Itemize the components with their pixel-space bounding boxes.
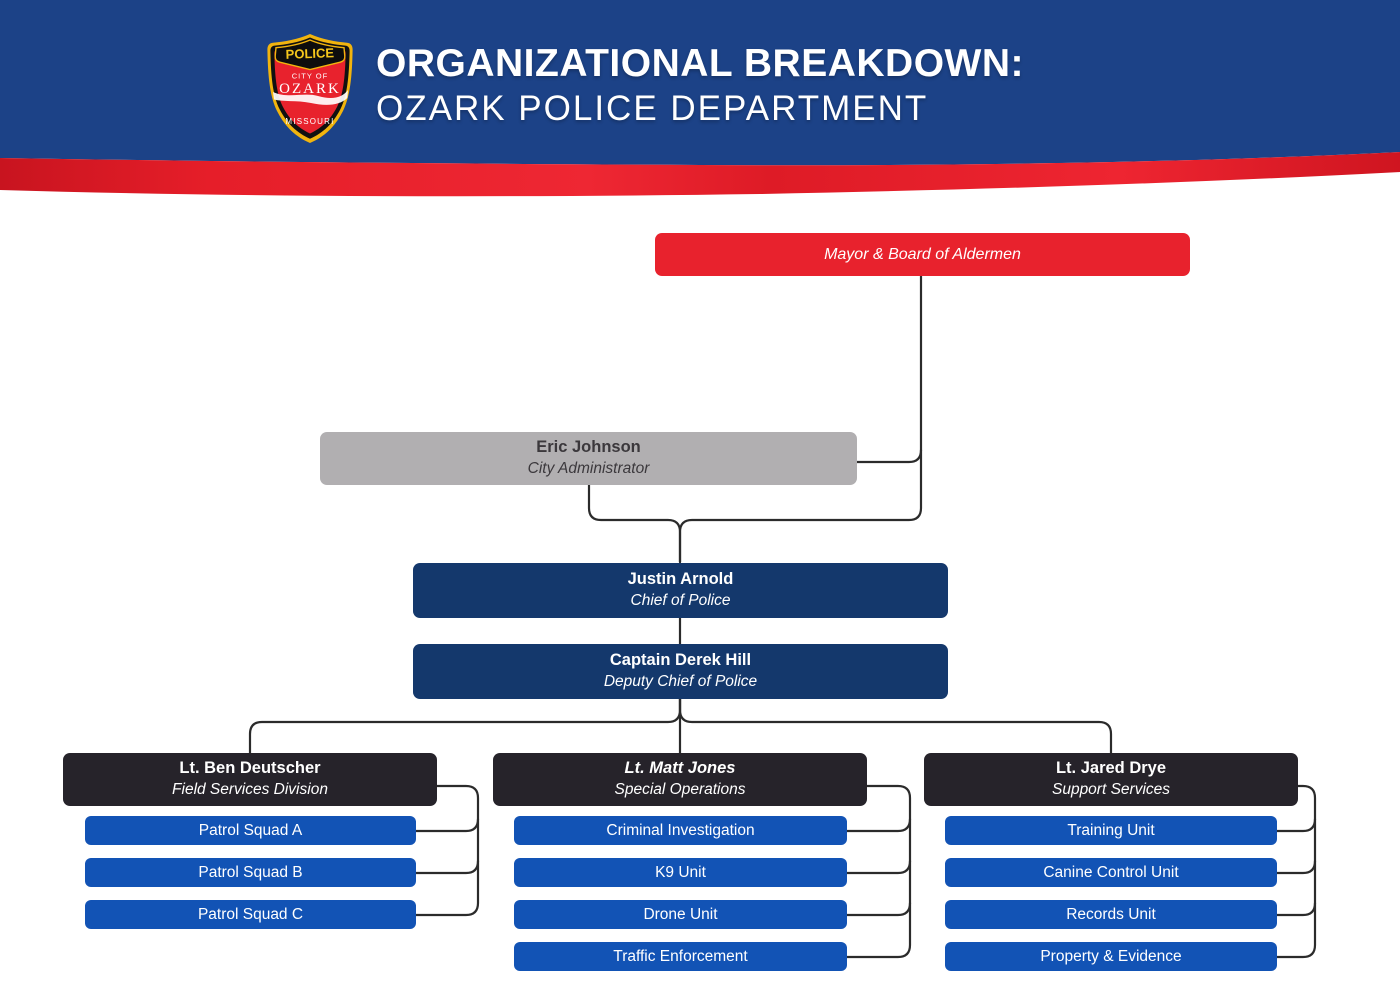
badge-city-name-label: OZARK xyxy=(279,81,341,97)
connector-deputy-to-field-services xyxy=(250,699,680,753)
chief-title: Chief of Police xyxy=(630,592,731,610)
field-services-name: Lt. Ben Deutscher xyxy=(179,759,321,778)
connector-support-services-records xyxy=(1277,903,1315,915)
special-operations-name: Lt. Matt Jones xyxy=(624,759,736,778)
connector-special-operations-trunk xyxy=(847,786,910,957)
administrator-title: City Administrator xyxy=(527,460,650,478)
connector-support-services-canine xyxy=(1277,861,1315,873)
badge-state-label: MISSOURI xyxy=(285,117,335,126)
support-services-name: Lt. Jared Drye xyxy=(1055,759,1167,778)
special-operations-title: Special Operations xyxy=(614,781,746,799)
node-mayor-label: Mayor & Board of Aldermen xyxy=(824,245,1021,263)
connector-field-services-squad-b xyxy=(416,861,478,873)
connector-mayor-to-chief xyxy=(680,276,921,562)
administrator-name: Eric Johnson xyxy=(536,438,641,457)
unit-training: Training Unit xyxy=(945,816,1277,845)
connector-deputy-to-support-services xyxy=(680,699,1111,753)
chief-name: Justin Arnold xyxy=(627,570,734,589)
unit-patrol-squad-b: Patrol Squad B xyxy=(85,858,416,887)
unit-criminal-investigation: Criminal Investigation xyxy=(514,816,847,845)
connector-special-operations-drone xyxy=(847,903,910,915)
node-division-support-services xyxy=(924,753,1298,806)
page-title-line1: ORGANIZATIONAL BREAKDOWN: xyxy=(376,42,1025,85)
node-city-administrator xyxy=(320,432,857,485)
node-chief-of-police xyxy=(413,563,948,618)
connector-field-services-squad-a xyxy=(416,819,478,831)
unit-property-evidence: Property & Evidence xyxy=(945,942,1277,971)
connector-special-operations-k9 xyxy=(847,861,910,873)
unit-patrol-squad-a: Patrol Squad A xyxy=(85,816,416,845)
node-division-field-services xyxy=(63,753,437,806)
unit-k9: K9 Unit xyxy=(514,858,847,887)
connector-mayor-to-administrator xyxy=(857,450,921,462)
field-services-title: Field Services Division xyxy=(172,781,328,799)
connector-special-operations-criminal xyxy=(847,819,910,831)
badge-police-label: POLICE xyxy=(285,45,335,62)
connector-support-services-training xyxy=(1277,819,1315,831)
badge-city-of-label: CITY OF xyxy=(291,71,329,81)
support-services-title: Support Services xyxy=(1051,781,1171,799)
deputy-title: Deputy Chief of Police xyxy=(603,673,758,691)
connector-administrator-to-chief xyxy=(589,485,680,562)
unit-traffic-enforcement: Traffic Enforcement xyxy=(514,942,847,971)
unit-canine-control: Canine Control Unit xyxy=(945,858,1277,887)
unit-drone: Drone Unit xyxy=(514,900,847,929)
unit-records: Records Unit xyxy=(945,900,1277,929)
node-mayor xyxy=(655,233,1190,276)
page-title-line2: OZARK POLICE DEPARTMENT xyxy=(376,89,929,128)
unit-patrol-squad-c: Patrol Squad C xyxy=(85,900,416,929)
node-division-special-operations xyxy=(493,753,867,806)
deputy-name: Captain Derek Hill xyxy=(609,651,752,670)
node-deputy-chief xyxy=(413,644,948,699)
